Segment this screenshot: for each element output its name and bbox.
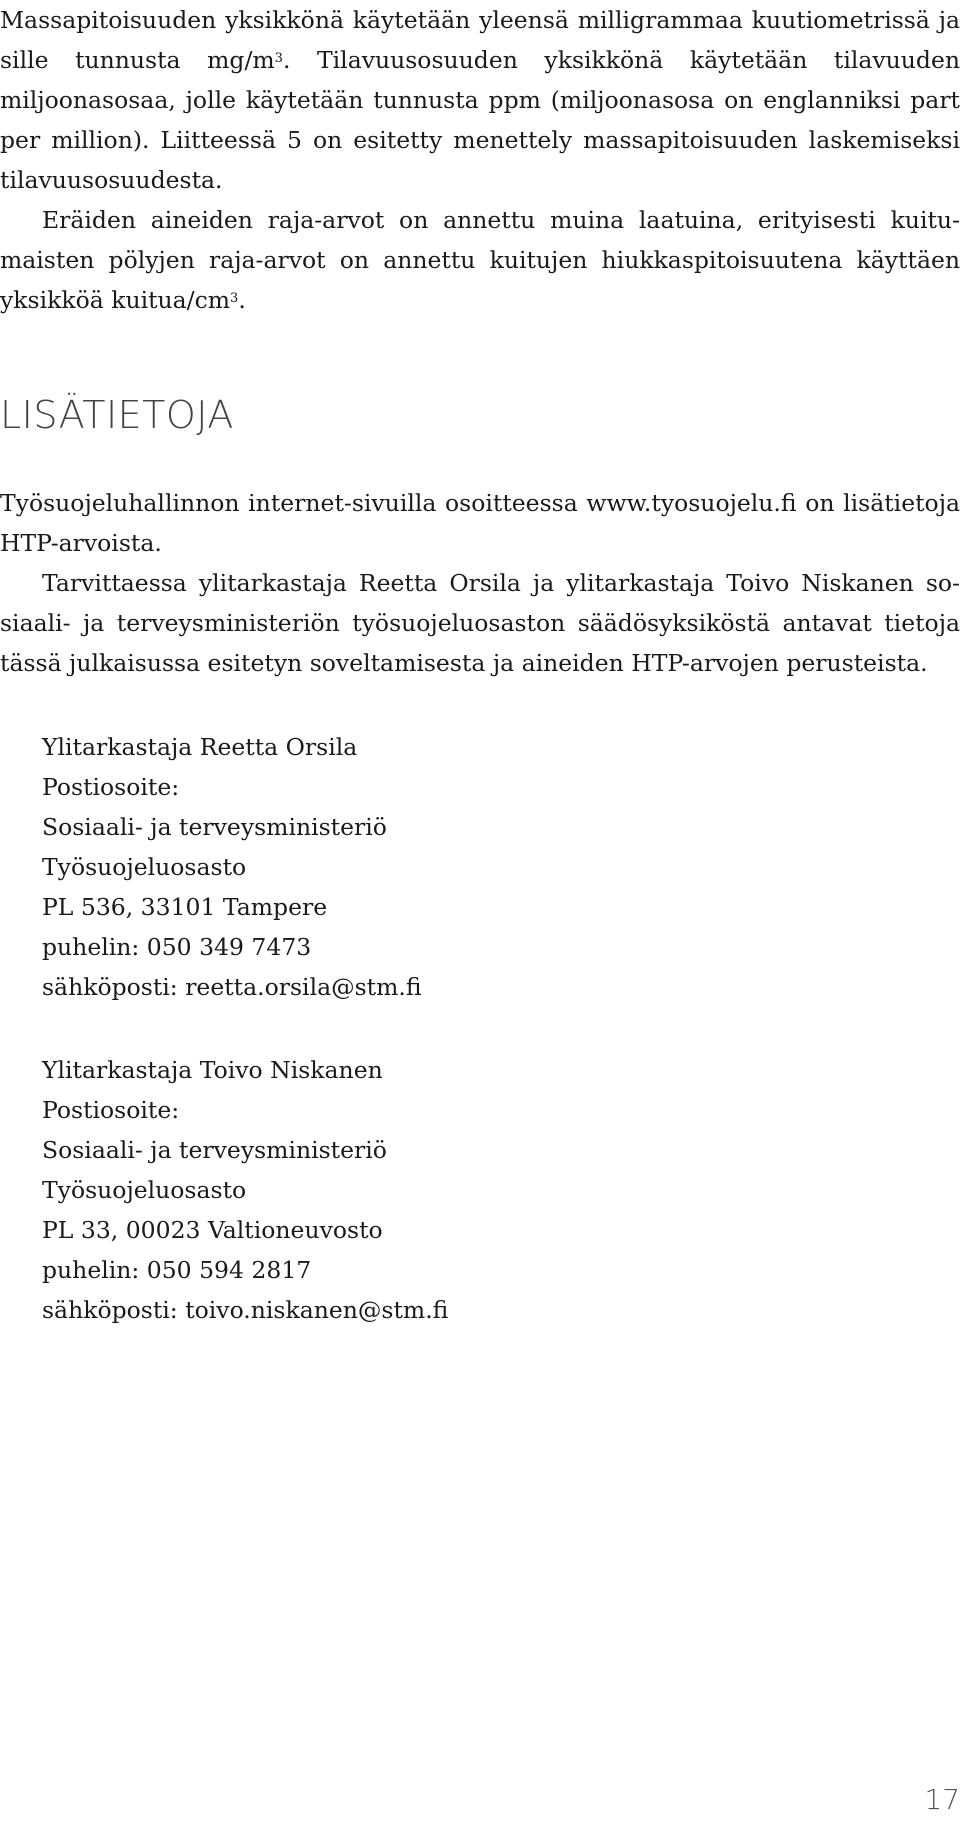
contact-block-orsila [42, 727, 422, 1007]
paragraph-text: . [238, 286, 246, 314]
section-text [0, 483, 960, 683]
superscript: 3 [274, 51, 283, 66]
contact-postal-address: PL 33, 00023 Valtioneuvosto [42, 1216, 383, 1244]
intro-paragraph-units [0, 0, 960, 200]
contact-address-label: Postiosoite: [42, 1096, 180, 1124]
intro-paragraph-fibres [0, 200, 960, 320]
paragraph-text: Eräiden aineiden raja-arvot on annettu muina laatuina, erityisesti kuitumaisten pölyjen raja-arvot on annettu kuitujen hiukkaspitoisuutena käyttäen yksikköä kuitua/cm [0, 206, 960, 314]
contact-phone: puhelin: 050 349 7473 [42, 933, 312, 961]
contact-name: Ylitarkastaja Reetta Orsila [42, 733, 358, 761]
section-heading: LISÄTIETOJA [0, 393, 234, 437]
contact-postal-address: PL 536, 33101 Tampere [42, 893, 328, 921]
page-number: 17 [924, 1783, 960, 1816]
contact-department: Työsuojeluosasto [42, 853, 247, 881]
contact-name: Ylitarkastaja Toivo Niskanen [42, 1056, 383, 1084]
paragraph-text: . Tilavuusosuuden yksikkönä käytetään tilavuuden miljoonasosaa, jolle käytetään tunnusta ppm (miljoonasosa on englanniksi part per million). Liitteessä 5 on esitetty menettely massapitoisuuden laskemiseksi tilavuusosuudesta. [0, 46, 960, 194]
intro-text [0, 0, 960, 320]
contact-email: sähköposti: toivo.niskanen@stm.fi [42, 1296, 449, 1324]
contact-block-niskanen [42, 1050, 448, 1330]
superscript: 3 [230, 291, 239, 306]
section-paragraph-contacts: Tarvittaessa ylitarkastaja Reetta Orsila ja ylitarkastaja Toivo Niskanen sosiaali- ja terveysministeriön työsuojeluosaston säädösyksiköstä antavat tietoja tässä julkaisussa esitetyn soveltamisesta ja aineiden HTP-arvojen perusteista. [0, 569, 960, 677]
paragraph-text: Massapitoisuuden yksikkönä käytetään yleensä milligrammaa kuutiometrissä ja sille tunnusta mg/m [0, 6, 960, 74]
contact-organization: Sosiaali- ja terveysministeriö [42, 813, 387, 841]
contact-department: Työsuojeluosasto [42, 1176, 247, 1204]
contact-address-label: Postiosoite: [42, 773, 180, 801]
contact-organization: Sosiaali- ja terveysministeriö [42, 1136, 387, 1164]
contact-email: sähköposti: reetta.orsila@stm.fi [42, 973, 422, 1001]
section-paragraph-website: Työsuojeluhallinnon internet-sivuilla osoitteessa www.tyosuojelu.fi on lisätietoja HTP-arvoista. [0, 489, 960, 557]
contact-phone: puhelin: 050 594 2817 [42, 1256, 312, 1284]
